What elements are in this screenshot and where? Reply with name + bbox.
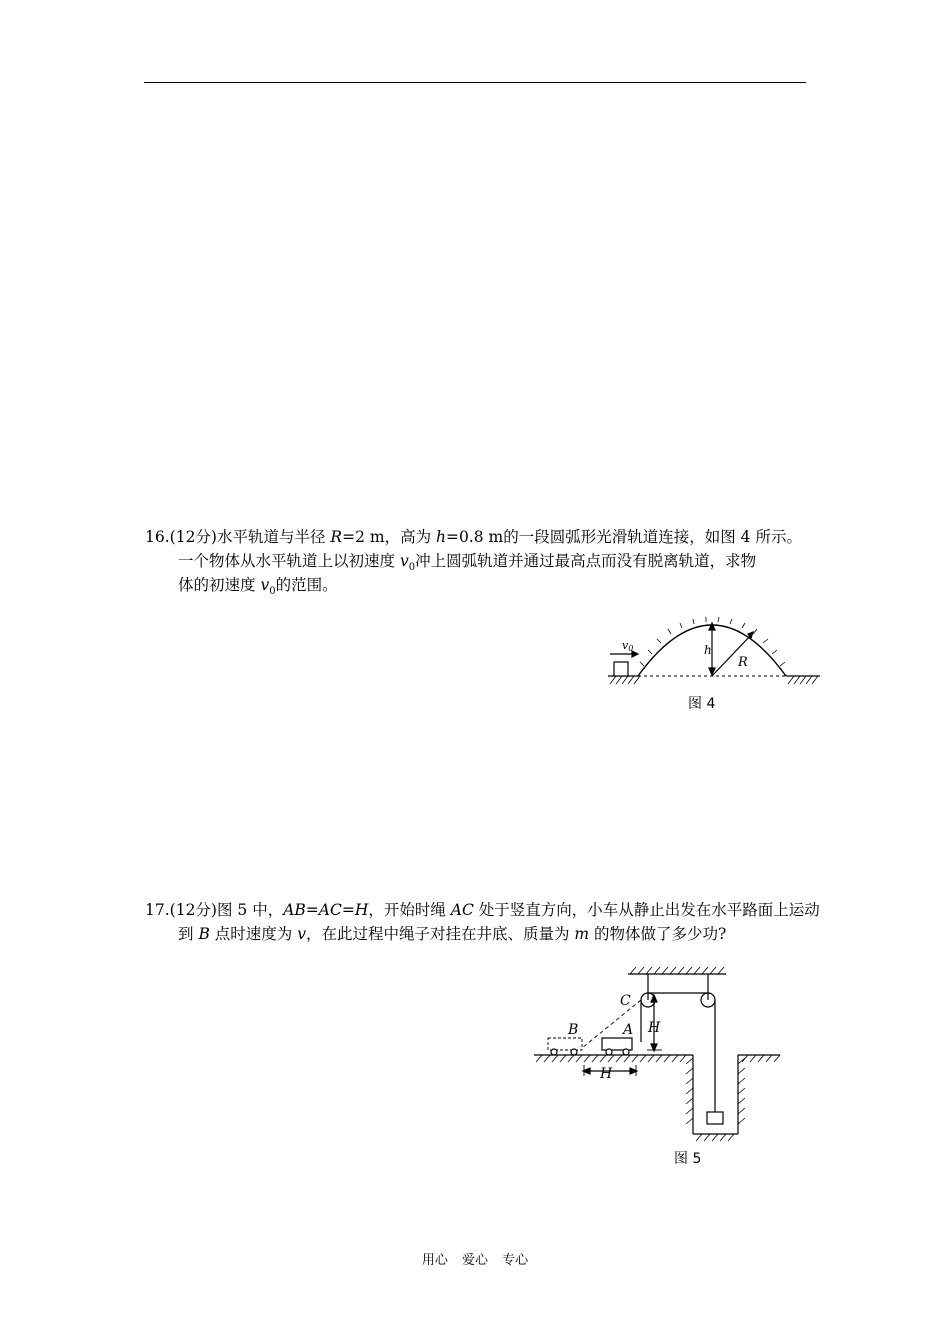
figure-4-caption: 图 4	[688, 696, 716, 712]
q17-points: (12分)	[169, 901, 217, 919]
q16-number: 16.	[145, 528, 170, 546]
q16-line1	[145, 526, 802, 548]
q17-var-B: B	[198, 925, 210, 943]
q16-text: 的范围。	[275, 576, 338, 594]
page-footer	[0, 1249, 950, 1268]
q17-var-v: v	[297, 925, 306, 943]
fig4-label-R: R	[738, 655, 748, 670]
fig5-label-H-horizontal: H	[600, 1066, 613, 1082]
q16-text: =0.8 m的一段圆弧形光滑轨道连接，如图 4 所示。	[445, 528, 802, 546]
footer-item: 专心	[502, 1253, 529, 1268]
fig4-label-v: v0	[622, 639, 634, 653]
q16-text: 冲上圆弧轨道并通过最高点而没有脱离轨道，求物	[415, 552, 757, 570]
fig5-label-B: B	[568, 1022, 579, 1038]
header-rule	[144, 82, 806, 83]
footer-item: 用心	[421, 1253, 448, 1268]
footer-item: 爱心	[461, 1253, 488, 1268]
q16-points: (12分)	[169, 528, 217, 546]
q16-var-h: h	[436, 528, 446, 546]
q16-var-v: v	[260, 576, 270, 594]
q17-line1	[145, 899, 820, 921]
q16-text: 一个物体从水平轨道上以初速度	[178, 552, 400, 570]
q17-text: 处于竖直方向，小车从静止出发在水平路面上运动	[473, 901, 820, 919]
figure-5-caption: 图 5	[674, 1151, 702, 1167]
q16-var-v: v	[399, 552, 409, 570]
q17-number: 17.	[145, 901, 170, 919]
q16-var-R: R	[330, 528, 343, 546]
figure-4-diagram	[600, 612, 825, 692]
q17-text: ，开始时绳	[368, 901, 451, 919]
q16-line3	[178, 574, 338, 603]
q17-var-AC: AC	[450, 901, 474, 919]
q17-text: 的物体做了多少功?	[589, 925, 727, 943]
q17-text: 到	[178, 925, 199, 943]
figure-5-diagram	[530, 962, 790, 1142]
q16-text: 水平轨道与半径	[216, 528, 331, 546]
q17-var-m: m	[574, 925, 590, 943]
fig5-label-C: C	[620, 993, 631, 1009]
q16-text: =2 m，高为	[342, 528, 436, 546]
q17-line2	[178, 923, 726, 945]
fig5-label-H-vertical: H	[648, 1020, 661, 1036]
fig5-label-A: A	[623, 1022, 634, 1038]
q17-text: ，在此过程中绳子对挂在井底、质量为	[305, 925, 575, 943]
q16-sub: 0	[269, 586, 276, 598]
q16-sub: 0	[408, 562, 416, 574]
q17-text: 图 5 中，	[216, 901, 284, 919]
fig4-label-h: h	[704, 643, 712, 657]
q17-text: 点时速度为	[209, 925, 298, 943]
q17-equation: AB=AC=H	[283, 901, 369, 919]
q16-text: 体的初速度	[178, 576, 261, 594]
